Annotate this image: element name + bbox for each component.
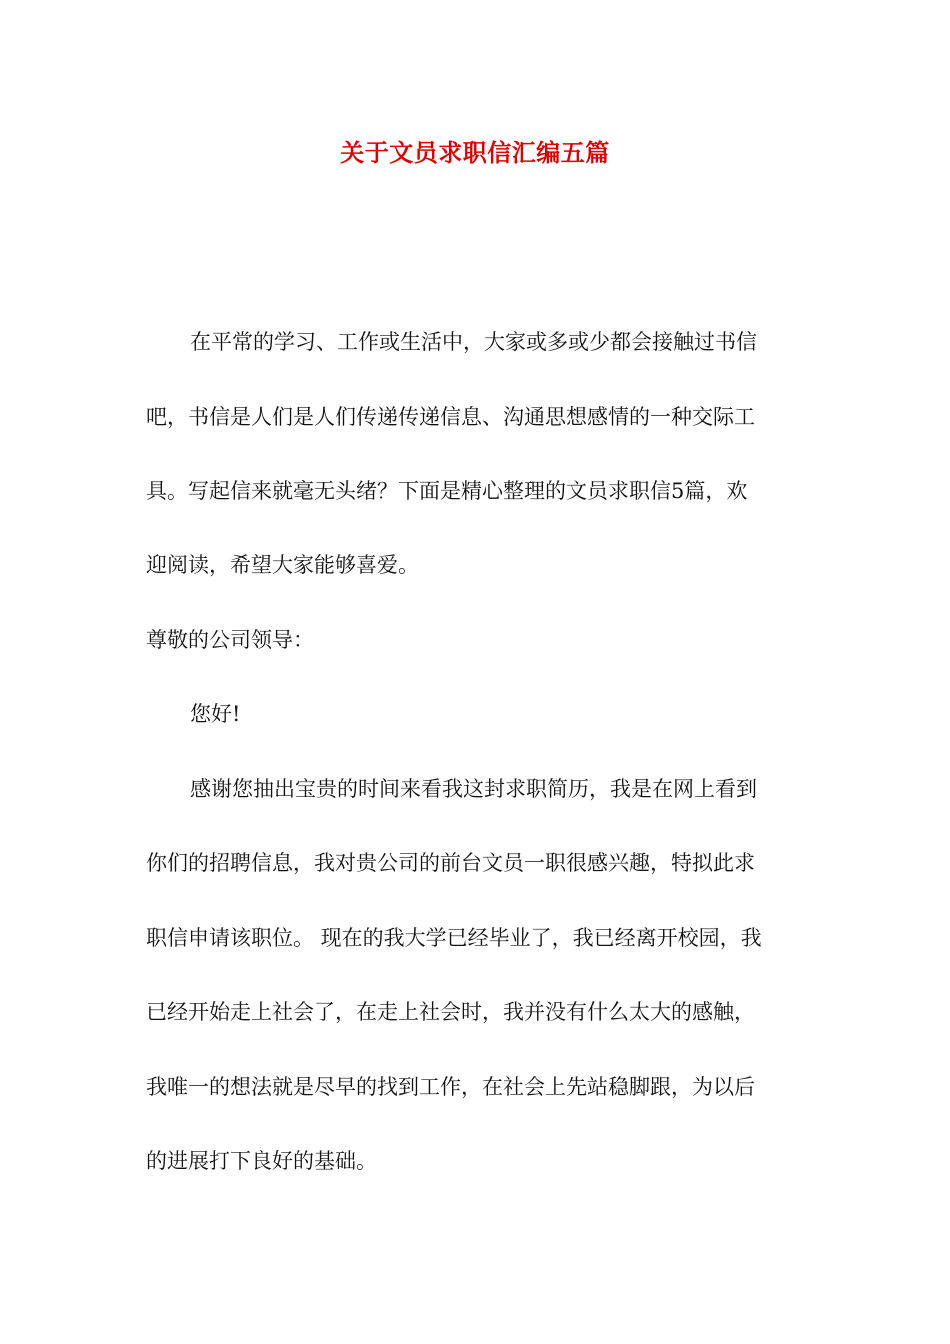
body-line-4: 已经开始走上社会了，在走上社会时，我并没有什么太大的感触，: [146, 1000, 755, 1024]
body-line-5: 我唯一的想法就是尽早的找到工作，在社会上先站稳脚跟，为以后: [146, 1075, 755, 1099]
document-title: 关于文员求职信汇编五篇: [340, 138, 610, 167]
body-line-2: 你们的招聘信息，我对贵公司的前台文员一职很感兴趣，特拟此求: [146, 851, 755, 875]
greeting: 您好!: [190, 702, 241, 726]
intro-line-3: 具。写起信来就毫无头绪？下面是精心整理的文员求职信5篇，欢: [146, 479, 748, 503]
intro-line-4: 迎阅读，希望大家能够喜爱。: [146, 553, 419, 577]
salutation: 尊敬的公司领导：: [146, 628, 314, 652]
intro-line-2: 吧，书信是人们是人们传递传递信息、沟通思想感情的一种交际工: [146, 405, 755, 429]
body-line-1: 感谢您抽出宝贵的时间来看我这封求职简历，我是在网上看到: [190, 777, 757, 801]
body-line-3: 职信申请该职位。 现在的我大学已经毕业了，我已经离开校园，我: [146, 926, 762, 950]
intro-line-1: 在平常的学习、工作或生活中，大家或多或少都会接触过书信: [190, 330, 757, 354]
body-line-6: 的进展打下良好的基础。: [146, 1149, 377, 1173]
